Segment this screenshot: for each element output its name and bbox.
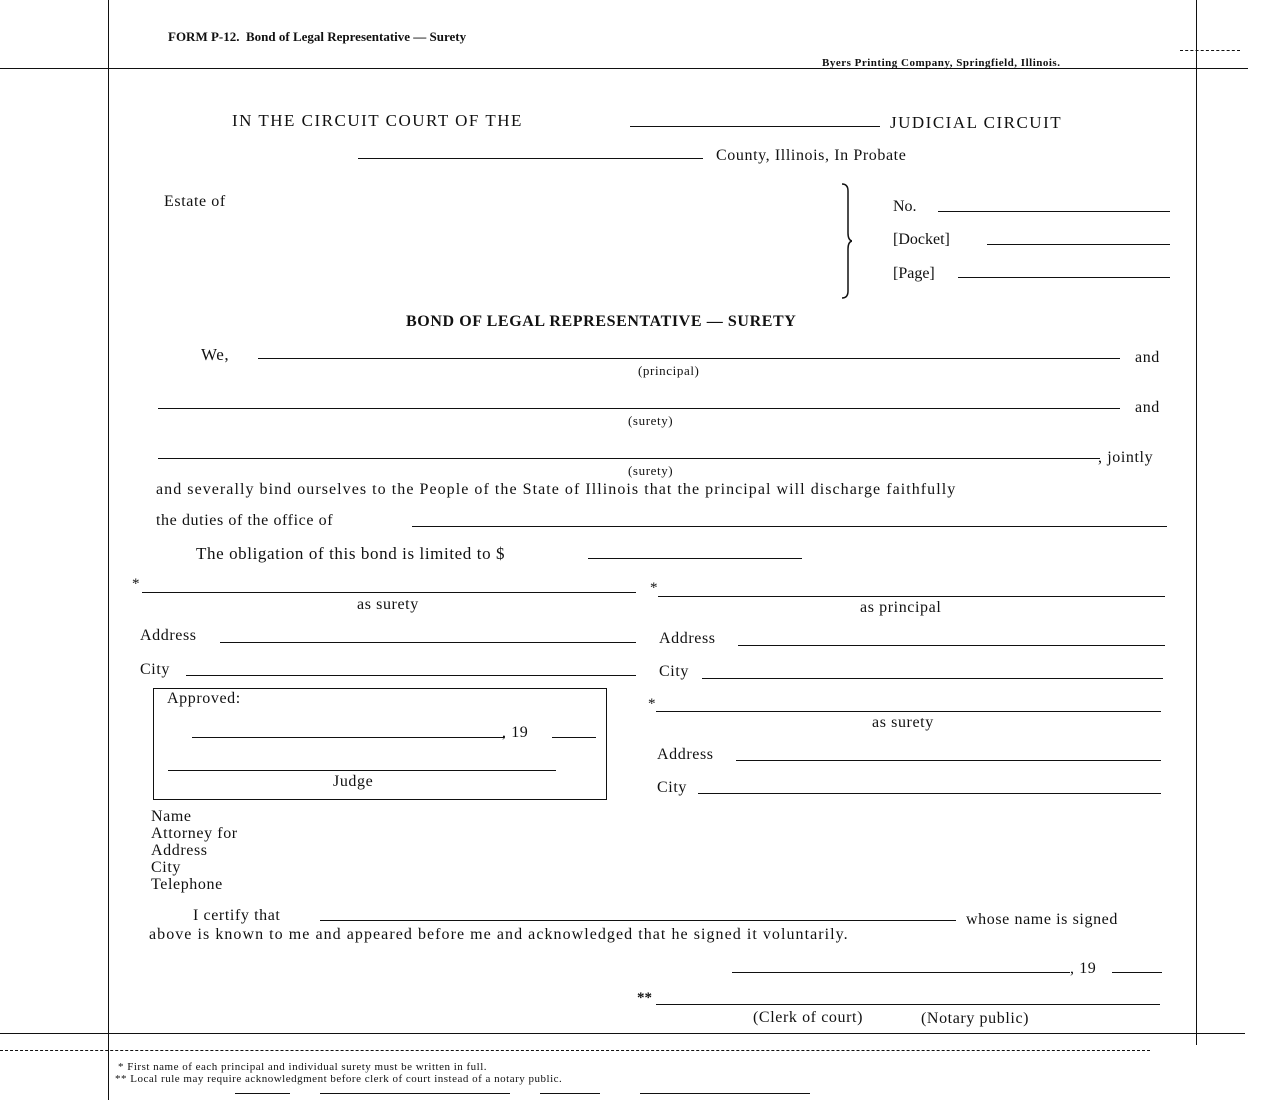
attorney-address-label: Address — [151, 842, 208, 859]
top-right-dashed-rule — [1180, 50, 1240, 51]
certify-name-field[interactable] — [320, 920, 956, 921]
surety2-address-label: Address — [657, 746, 714, 763]
principal-address-field[interactable] — [738, 645, 1165, 646]
top-rule — [0, 68, 1248, 69]
obligation-text: The obligation of this bond is limited to $ — [196, 544, 506, 563]
attorney-block — [151, 808, 238, 893]
bond-title: BOND OF LEGAL REPRESENTATIVE — SURETY — [406, 313, 797, 330]
principal-address-label: Address — [659, 630, 716, 647]
docket-field[interactable] — [987, 244, 1170, 245]
surety-name-field-2[interactable] — [158, 458, 1100, 459]
scan-mark — [640, 1093, 810, 1094]
judge-signature-field[interactable] — [168, 770, 556, 771]
clerk-signature-field[interactable] — [656, 1004, 1160, 1005]
certification-year-field[interactable] — [1112, 972, 1162, 973]
approval-box — [153, 688, 607, 800]
surety-address-field[interactable] — [220, 642, 636, 643]
clerk-label: (Clerk of court) — [753, 1009, 864, 1026]
principal-name-field[interactable] — [258, 358, 1120, 359]
form-title: Bond of Legal Representative — Surety — [245, 29, 467, 44]
scan-mark — [320, 1093, 510, 1094]
principal-signature-field[interactable] — [658, 596, 1165, 597]
case-number-label: No. — [893, 198, 917, 215]
judge-label: Judge — [333, 773, 374, 790]
notary-label: (Notary public) — [921, 1010, 1030, 1027]
printer-credit: Byers Printing Company, Springfield, Illinois. — [822, 57, 1061, 69]
as-principal-label: as principal — [860, 599, 942, 616]
surety-caption-2: (surety) — [628, 463, 674, 478]
page-label: [Page] — [893, 265, 935, 282]
surety-asterisk: * — [132, 576, 140, 592]
footnote-2: ** Local rule may require acknowledgment before clerk of court instead of a notary public. — [115, 1073, 563, 1085]
surety-name-field-1[interactable] — [158, 408, 1120, 409]
we-label: We, — [201, 345, 230, 364]
attorney-name-label: Name — [151, 808, 192, 825]
attorney-for-label: Attorney for — [151, 825, 238, 842]
surety2-signature-field[interactable] — [656, 711, 1161, 712]
circuit-blank[interactable] — [630, 126, 880, 127]
form-number: FORM P-12. — [168, 29, 240, 44]
county-blank[interactable] — [358, 158, 703, 159]
attorney-city-label: City — [151, 859, 181, 876]
as-surety-label: as surety — [357, 596, 419, 613]
docket-label: [Docket] — [893, 231, 950, 248]
left-margin-line — [108, 0, 109, 1100]
surety-caption-1: (surety) — [628, 413, 674, 428]
estate-label: Estate of — [164, 193, 226, 210]
principal-city-label: City — [659, 663, 689, 680]
as-surety-label-2: as surety — [872, 714, 934, 731]
and-label-2: and — [1135, 399, 1160, 416]
surety-city-label: City — [140, 661, 170, 678]
surety-signature-field[interactable] — [142, 592, 636, 593]
surety2-city-label: City — [657, 779, 687, 796]
and-label-1: and — [1135, 349, 1160, 366]
curly-brace-icon — [838, 183, 852, 299]
principal-caption: (principal) — [638, 363, 700, 378]
whose-name-label: whose name is signed — [966, 911, 1118, 928]
scan-mark — [540, 1093, 600, 1094]
bind-text: and severally bind ourselves to the People of the State of Illinois that the principal will discharge faithfully — [156, 481, 957, 498]
certification-year-prefix: , 19 — [1070, 960, 1097, 977]
surety2-address-field[interactable] — [736, 760, 1161, 761]
scan-mark — [235, 1093, 290, 1094]
surety-city-field[interactable] — [186, 675, 636, 676]
approval-date-field[interactable] — [192, 737, 504, 738]
double-asterisk: ** — [637, 990, 652, 1006]
certification-date-field[interactable] — [732, 972, 1070, 973]
jointly-label: , jointly — [1098, 449, 1154, 466]
court-prefix: IN THE CIRCUIT COURT OF THE — [232, 111, 523, 130]
certify-label: I certify that — [193, 907, 281, 924]
attorney-telephone-label: Telephone — [151, 876, 223, 893]
footnote-1: * First name of each principal and individual surety must be written in full. — [118, 1061, 488, 1073]
principal-asterisk: * — [650, 580, 658, 596]
court-suffix: JUDICIAL CIRCUIT — [890, 113, 1063, 132]
county-line: County, Illinois, In Probate — [716, 147, 907, 164]
page-field[interactable] — [958, 277, 1170, 278]
right-margin-line — [1196, 0, 1197, 1045]
approval-year-field[interactable] — [552, 737, 596, 738]
surety-address-label: Address — [140, 627, 197, 644]
obligation-amount-field[interactable] — [588, 558, 802, 559]
bottom-dashed-rule — [0, 1050, 1150, 1051]
surety2-asterisk: * — [648, 696, 656, 712]
bottom-rule — [0, 1033, 1245, 1034]
office-field[interactable] — [412, 526, 1167, 527]
case-number-field[interactable] — [938, 211, 1170, 212]
surety2-city-field[interactable] — [698, 793, 1161, 794]
certification-text: above is known to me and appeared before me and acknowledged that he signed it voluntarily. — [149, 926, 849, 943]
approved-label: Approved: — [167, 690, 241, 707]
approval-year-prefix: , 19 — [502, 724, 529, 741]
form-header — [168, 29, 466, 45]
duties-text: the duties of the office of — [156, 512, 334, 529]
principal-city-field[interactable] — [702, 678, 1163, 679]
